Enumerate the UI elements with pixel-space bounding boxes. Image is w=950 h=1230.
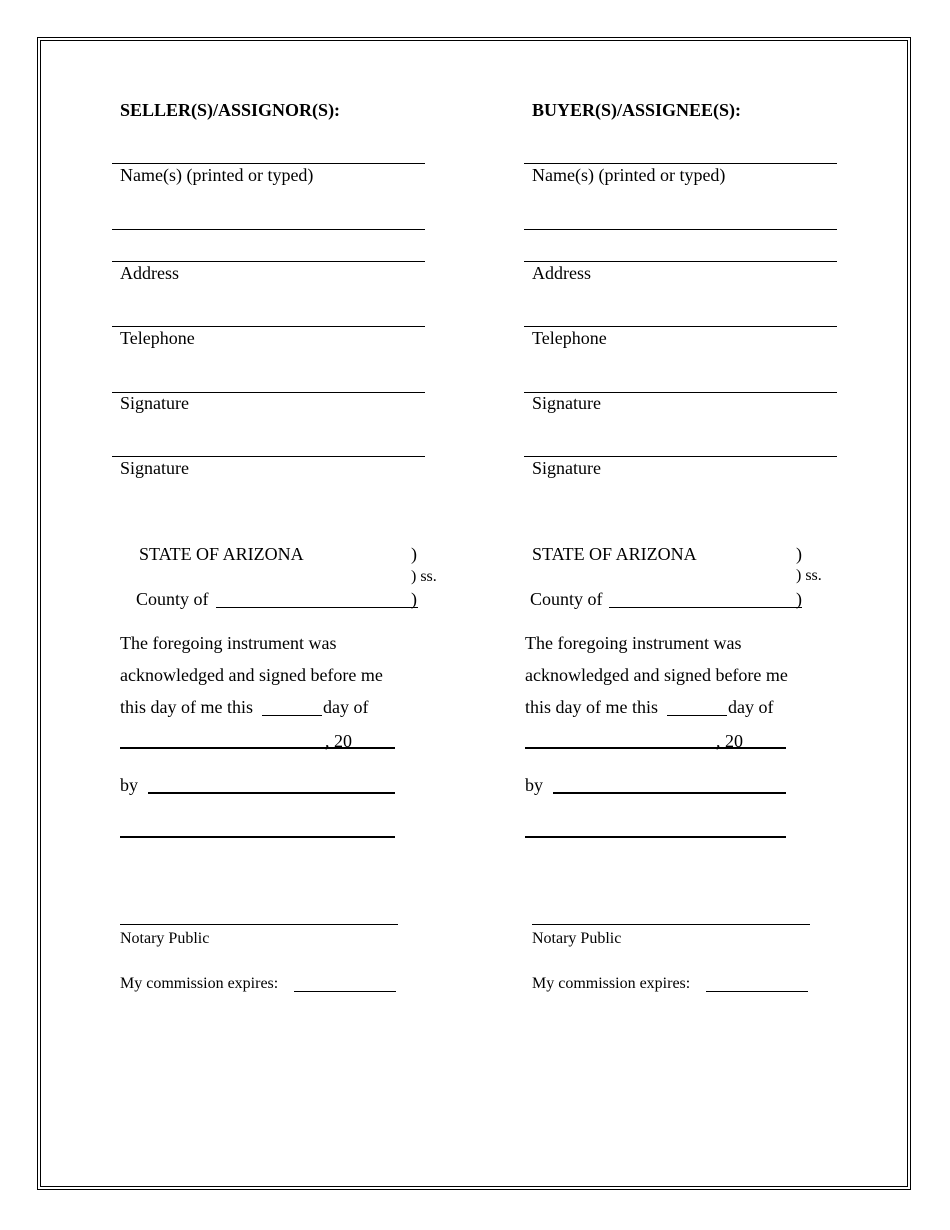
left-year-prefix: , 20 — [325, 731, 352, 751]
left-by-label: by — [120, 775, 138, 795]
left-ack-line-3-suffix: day of — [323, 697, 369, 717]
buyer-address-label: Address — [532, 263, 591, 283]
buyer-signature-label-2: Signature — [532, 458, 601, 478]
seller-telephone-label: Telephone — [120, 328, 195, 348]
left-notary-public-label: Notary Public — [120, 930, 210, 947]
left-county-label: County of — [136, 589, 209, 609]
seller-name-label: Name(s) (printed or typed) — [120, 165, 314, 185]
right-notary-signature-line[interactable] — [532, 924, 810, 925]
right-by-label: by — [525, 775, 543, 795]
right-commission-label: My commission expires: — [532, 975, 691, 992]
right-day-blank[interactable] — [667, 715, 727, 716]
left-extra-line[interactable] — [120, 836, 395, 838]
right-state-label: STATE OF ARIZONA — [532, 544, 697, 564]
left-ack-line-1: The foregoing instrument was — [120, 633, 337, 653]
page-border-inner — [40, 40, 908, 1187]
seller-signature-label-1: Signature — [120, 393, 189, 413]
right-county-blank[interactable] — [609, 607, 802, 608]
left-county-blank[interactable] — [216, 607, 418, 608]
seller-address-label: Address — [120, 263, 179, 283]
buyer-telephone-label: Telephone — [532, 328, 607, 348]
right-county-label: County of — [530, 589, 603, 609]
right-year-prefix: , 20 — [716, 731, 743, 751]
buyer-heading: BUYER(S)/ASSIGNEE(S): — [532, 100, 742, 120]
left-ack-line-3-prefix: this day of me this — [120, 697, 253, 717]
seller-signature-label-2: Signature — [120, 458, 189, 478]
left-state-label: STATE OF ARIZONA — [139, 544, 304, 564]
seller-name-line-2[interactable] — [112, 229, 425, 230]
seller-heading: SELLER(S)/ASSIGNOR(S): — [120, 100, 341, 120]
right-paren-3: ) — [796, 589, 802, 609]
buyer-name-line-2[interactable] — [524, 229, 837, 230]
buyer-name-label: Name(s) (printed or typed) — [532, 165, 726, 185]
left-notary-signature-line[interactable] — [120, 924, 398, 925]
right-by-line[interactable] — [553, 792, 786, 794]
right-extra-line[interactable] — [525, 836, 786, 838]
left-date-line[interactable] — [120, 747, 395, 749]
left-day-blank[interactable] — [262, 715, 322, 716]
left-commission-blank[interactable] — [294, 991, 396, 992]
right-paren-1: ) — [796, 544, 802, 564]
buyer-signature-label-1: Signature — [532, 393, 601, 413]
right-commission-blank[interactable] — [706, 991, 808, 992]
left-paren-1: ) — [411, 544, 417, 564]
left-ss: ) ss. — [411, 568, 437, 585]
right-ack-line-1: The foregoing instrument was — [525, 633, 742, 653]
left-by-line[interactable] — [148, 792, 395, 794]
right-ack-line-2: acknowledged and signed before me — [525, 665, 788, 685]
right-ack-line-3-prefix: this day of me this — [525, 697, 658, 717]
right-date-line[interactable] — [525, 747, 786, 749]
left-commission-label: My commission expires: — [120, 975, 279, 992]
right-ss: ) ss. — [796, 567, 822, 584]
left-paren-3: ) — [411, 589, 417, 609]
right-ack-line-3-suffix: day of — [728, 697, 774, 717]
right-notary-public-label: Notary Public — [532, 930, 622, 947]
left-ack-line-2: acknowledged and signed before me — [120, 665, 383, 685]
